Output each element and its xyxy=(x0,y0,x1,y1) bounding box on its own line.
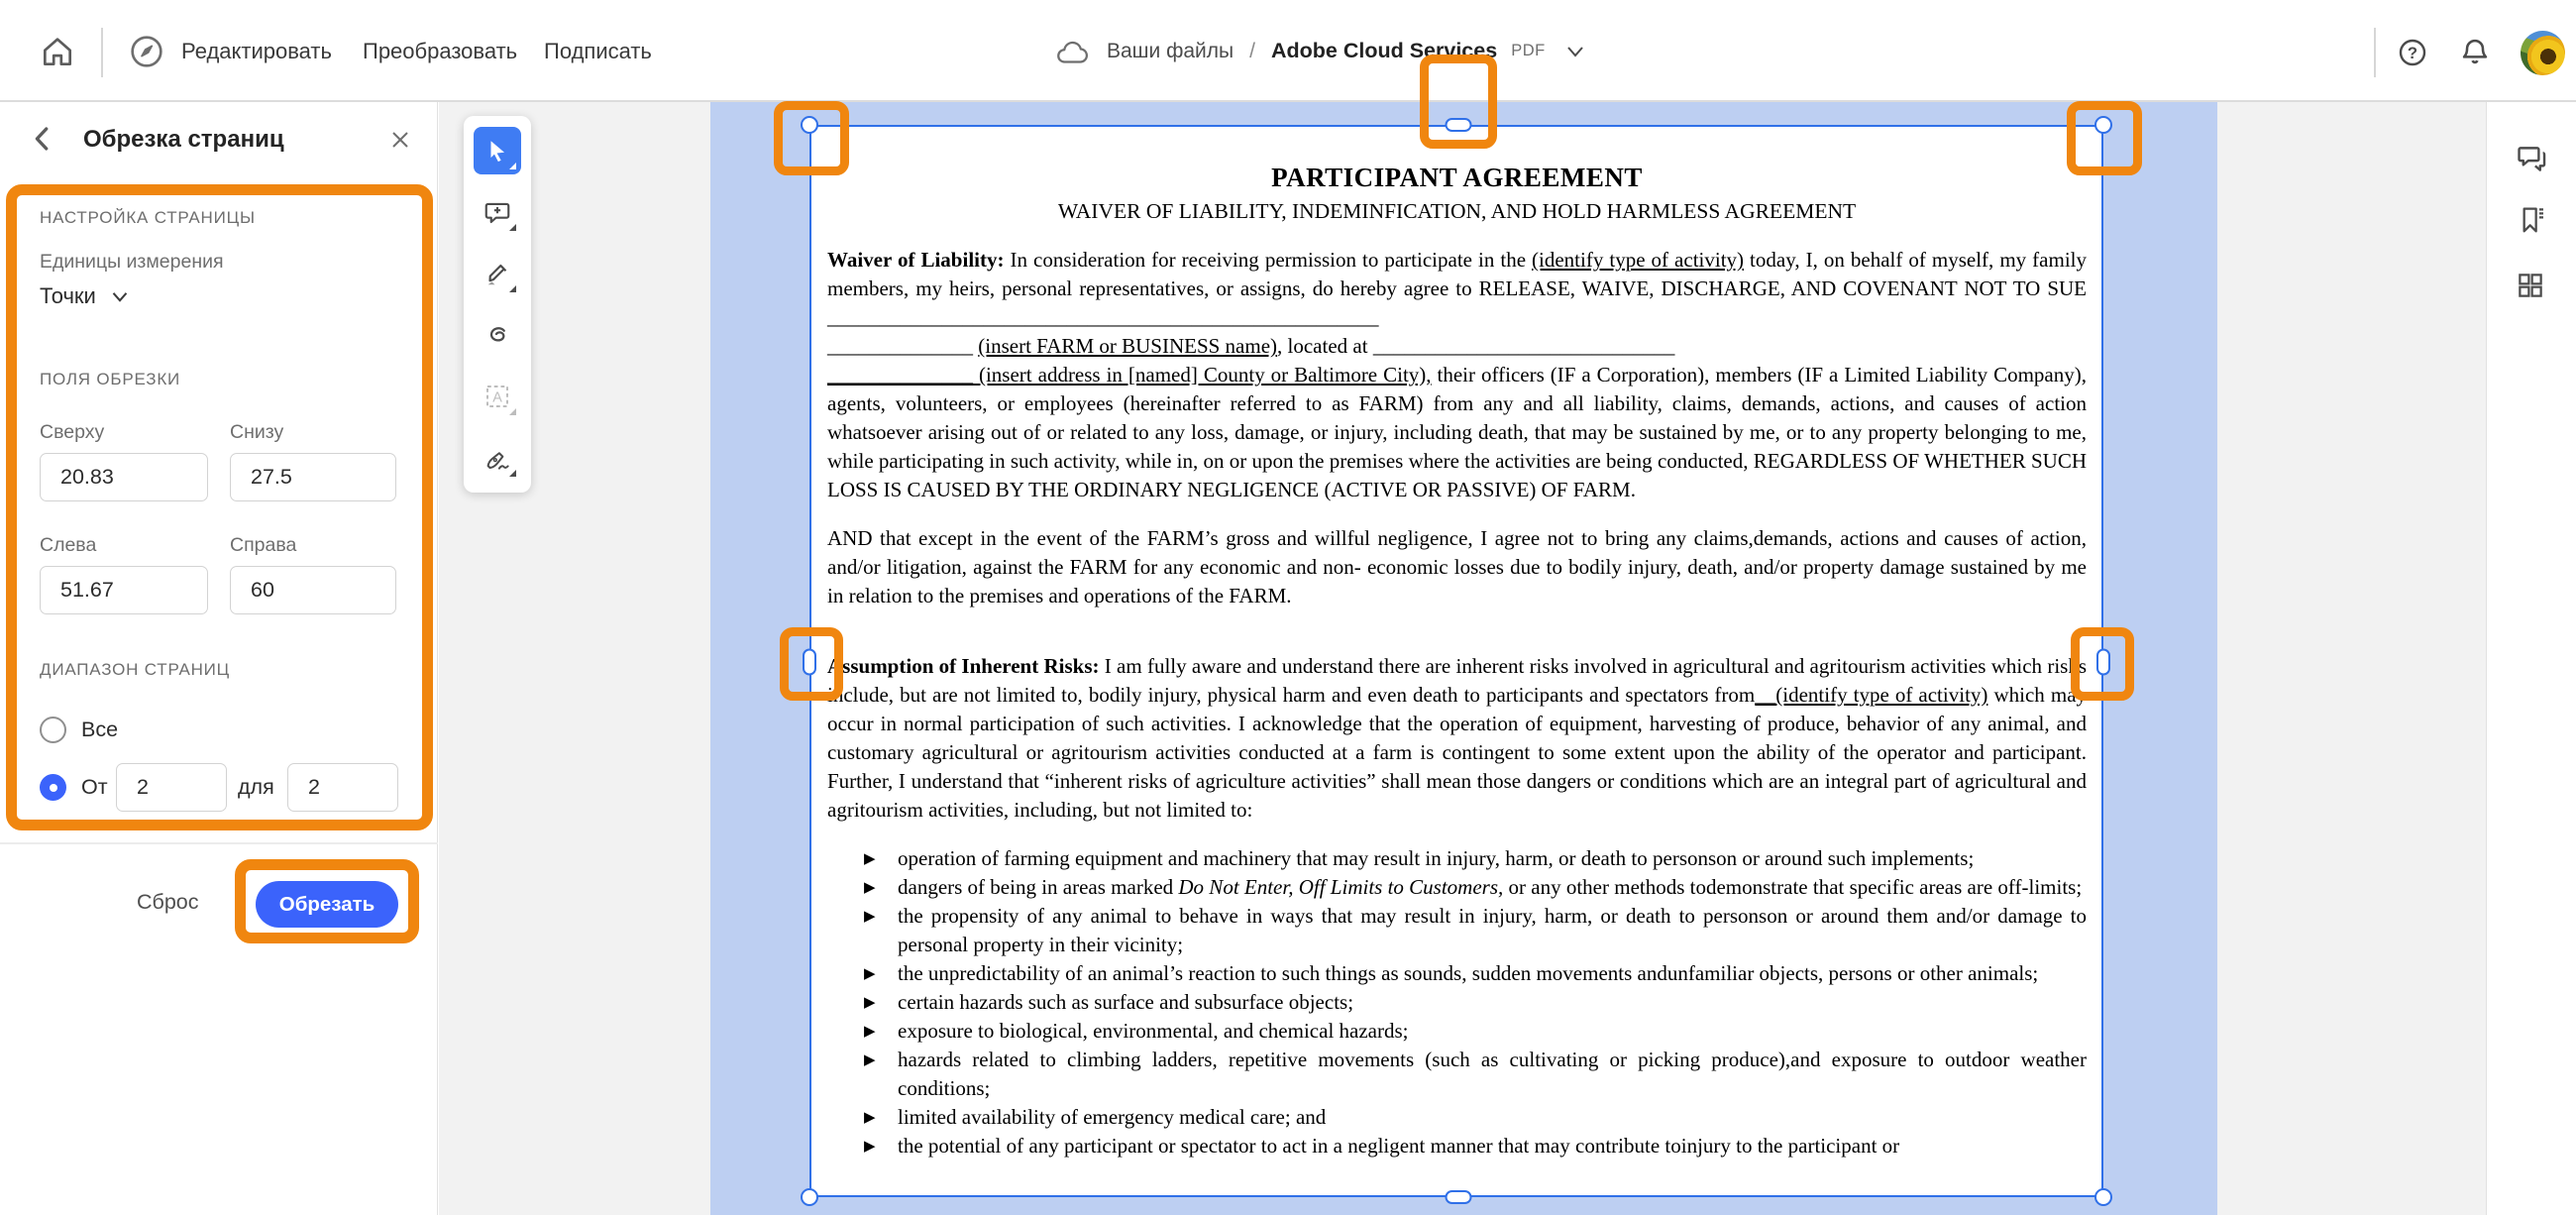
doc-bullet-item: ▶ certain hazards such as surface and subsurface objects; xyxy=(864,988,2087,1017)
annotation-box-settings xyxy=(6,184,433,830)
range-from-input[interactable] xyxy=(116,763,227,812)
tool-flyout-triangle xyxy=(509,285,516,292)
breadcrumb-your-files[interactable]: Ваши файлы xyxy=(1107,39,1234,62)
top-bar xyxy=(0,0,2576,102)
crop-handle-left-middle[interactable] xyxy=(803,649,816,676)
tab-sign-label: Подписать xyxy=(544,38,652,63)
tab-convert-label: Преобразовать xyxy=(363,38,518,63)
crop-handle-right-middle[interactable] xyxy=(2096,649,2110,676)
discover-icon[interactable] xyxy=(125,30,168,73)
home-icon[interactable] xyxy=(36,30,79,73)
range-to-input[interactable] xyxy=(287,763,398,812)
margin-top-label: Сверху xyxy=(40,421,105,443)
notifications-bell-icon[interactable] xyxy=(2457,34,2493,71)
header-divider xyxy=(101,28,103,77)
right-tools-rail xyxy=(2486,102,2576,1215)
crop-handle-top-right[interactable] xyxy=(2094,116,2112,134)
crop-handle-bottom-middle[interactable] xyxy=(1446,1190,1472,1204)
doc-paragraph: AND that except in the event of the FARM’s gross and willful negligence, I agree not to bring any claims,demands, actions and causes of action, and/or litigation, against the FARM for any economic and non- economic losses due to bodily injury, death, and/or property damage sustained by me in relation to the premises and operations of the FARM. xyxy=(827,526,2087,608)
bullet-marker-icon: ▶ xyxy=(864,1108,876,1126)
doc-bullet-item: ▶ the unpredictability of an animal’s reaction to such things as sounds, sudden movements andunfamiliar objects, persons or other animals; xyxy=(864,959,2087,988)
tab-edit[interactable] xyxy=(181,0,332,102)
add-text-box-tool[interactable] xyxy=(474,373,521,420)
doc-bullet-item: ▶ the propensity of any animal to behave in ways that may result in injury, harm, or death to personson or around them and/or damage to personal property in their vicinity; xyxy=(864,904,2087,956)
doc-bullet-item: ▶ operation of farming equipment and machinery that may result in injury, harm, or death to personson or around such implements; xyxy=(864,844,2087,873)
svg-text:A: A xyxy=(492,389,502,406)
crop-pages-panel xyxy=(0,102,438,1215)
crop-handle-top-left[interactable] xyxy=(801,116,818,134)
bullet-marker-icon: ▶ xyxy=(864,878,876,896)
crop-margins-heading: ПОЛЯ ОБРЕЗКИ xyxy=(40,370,181,388)
margin-left-input[interactable] xyxy=(40,566,208,614)
bullet-marker-icon: ▶ xyxy=(864,964,876,982)
doc-paragraph: Assumption of Inherent Risks: I am fully aware and understand there are inherent risks involved in agricultural and agritourism activities which risks include, but are not limited to, bodily injury, physical harm and even death to participants and spectators from__(identify type of activity) which may occur in normal participation of such activities. I acknowledge that the operation of equipment, harvesting of produce, behavior of any animal, and customary agricultural or agritourism activities conducted at a farm is contingent to some extent upon the ability of the operator and participant. Further, I understand that “inherent risks of agriculture activities” shall mean those dangers or conditions which are an integral part of agricultural and agritourism activities, including, but not limited to: xyxy=(827,654,2088,822)
tab-sign[interactable] xyxy=(544,0,652,102)
tool-flyout-triangle xyxy=(509,408,516,415)
pdf-page-content xyxy=(811,127,2101,1195)
avatar[interactable] xyxy=(2521,31,2565,75)
margin-left-label: Слева xyxy=(40,534,97,556)
tool-flyout-triangle xyxy=(509,224,516,231)
svg-text:?: ? xyxy=(2407,44,2418,62)
comments-panel-icon[interactable] xyxy=(2516,142,2549,175)
range-to-label: для xyxy=(238,775,274,799)
help-icon[interactable] xyxy=(2396,36,2429,69)
add-comment-tool[interactable] xyxy=(474,188,521,236)
tab-convert[interactable] xyxy=(363,0,517,102)
margin-bottom-input[interactable] xyxy=(230,453,396,501)
crop-handle-bottom-left[interactable] xyxy=(801,1188,818,1206)
select-tool[interactable] xyxy=(474,127,521,174)
file-type-label: PDF xyxy=(1511,42,1546,59)
bullet-marker-icon: ▶ xyxy=(864,1050,876,1068)
units-value: Точки xyxy=(40,283,96,308)
page-range-heading: ДИАПАЗОН СТРАНИЦ xyxy=(40,660,231,679)
margin-top-input[interactable] xyxy=(40,453,208,501)
close-icon[interactable] xyxy=(388,128,414,154)
chevron-down-icon[interactable] xyxy=(1565,45,1585,58)
doc-bullet-item: ▶ the potential of any participant or spectator to act in a negligent manner that may contribute toinjury to the participant or xyxy=(864,1132,2087,1160)
page-thumbnails-icon[interactable] xyxy=(2516,271,2545,300)
crop-region[interactable] xyxy=(809,125,2103,1197)
tool-flyout-triangle xyxy=(509,470,516,477)
doc-paragraphs xyxy=(827,246,2087,825)
bullet-marker-icon: ▶ xyxy=(864,907,876,925)
units-dropdown[interactable] xyxy=(40,283,130,309)
doc-subtitle: WAIVER OF LIABILITY, INDEMINFICATION, AND HOLD HARMLESS AGREEMENT xyxy=(1057,199,1857,223)
header-divider-right xyxy=(2374,28,2376,77)
panel-title: Обрезка страниц xyxy=(83,126,284,153)
highlight-tool[interactable] xyxy=(474,250,521,297)
tab-edit-label: Редактировать xyxy=(181,38,332,63)
radio-page-range[interactable] xyxy=(40,774,66,801)
margin-right-label: Справа xyxy=(230,534,297,556)
bullet-marker-icon: ▶ xyxy=(864,1137,876,1155)
radio-all-label: Все xyxy=(81,718,119,741)
bullet-marker-icon: ▶ xyxy=(864,993,876,1011)
bookmarks-panel-icon[interactable] xyxy=(2516,204,2547,236)
margin-right-input[interactable] xyxy=(230,566,396,614)
range-from-label: От xyxy=(81,775,108,799)
doc-bullet-list xyxy=(827,844,2087,1160)
reset-button[interactable]: Сброс xyxy=(137,890,199,914)
panel-footer-divider xyxy=(0,842,438,844)
back-chevron-icon[interactable] xyxy=(28,124,57,154)
breadcrumb xyxy=(1055,0,1585,102)
doc-bullet-item: ▶ hazards related to climbing ladders, repetitive movements (such as cultivating or picking produce),and exposure to outdoor weather conditions; xyxy=(864,1048,2087,1100)
radio-all-pages[interactable] xyxy=(40,717,66,743)
bullet-marker-icon: ▶ xyxy=(864,1022,876,1040)
quick-tools-toolbar xyxy=(464,116,531,493)
doc-title: PARTICIPANT AGREEMENT xyxy=(1271,163,1643,192)
doc-bullet-item: ▶ limited availability of emergency medical care; and xyxy=(864,1103,2087,1132)
doc-bullet-item: ▶ exposure to biological, environmental, and chemical hazards; xyxy=(864,1017,2087,1046)
page-setup-heading: НАСТРОЙКА СТРАНИЦЫ xyxy=(40,208,256,227)
fill-sign-tool[interactable] xyxy=(474,434,521,482)
crop-button[interactable]: Обрезать xyxy=(256,881,398,928)
crop-handle-bottom-right[interactable] xyxy=(2094,1188,2112,1206)
breadcrumb-file-name: Adobe Cloud Services xyxy=(1270,39,1498,62)
doc-paragraph: Waiver of Liability: In consideration for receiving permission to participate in the (identify type of activity) today, I, on behalf of myself, my family members, my heirs, personal representatives, or assigns, do hereby agree to RELEASE, WAIVE, DISCHARGE, AND COVENANT NOT TO SUE _____________________________________________________ ______________ (insert FARM or BUSINESS name), located at _____________________________ ______________ (insert address in [named] County or Baltimore City), their officers (IF a Corporation), members (IF a Limited Liability Company), agents, volunteers, or employees (hereinafter referred to as FARM) from any and all liability, claims, demands, actions, and causes of action whatsoever arising out of or related to any loss, damage, or injury, including death, that may be sustained by me, or to any property belonging to me, while participating in such activity, while in, on or upon the premises where the activities are being conducted, REGARDLESS OF WHETHER SUCH LOSS IS CAUSED BY THE ORDINARY NEGLIGENCE (ACTIVE OR PASSIVE) OF FARM. xyxy=(827,248,2087,501)
lasso-tool[interactable] xyxy=(474,311,521,359)
units-label: Единицы измерения xyxy=(40,251,224,273)
margin-bottom-label: Снизу xyxy=(230,421,284,443)
chevron-down-icon xyxy=(110,290,130,303)
crop-handle-top-middle[interactable] xyxy=(1446,118,1472,132)
bullet-marker-icon: ▶ xyxy=(864,849,876,867)
tool-flyout-triangle xyxy=(509,163,516,169)
doc-bullet-item: ▶ dangers of being in areas marked Do Not Enter, Off Limits to Customers, or any other methods todemonstrate that specific areas are off-limits; xyxy=(864,873,2087,902)
cloud-icon xyxy=(1055,38,1091,65)
breadcrumb-separator: / xyxy=(1249,39,1255,62)
